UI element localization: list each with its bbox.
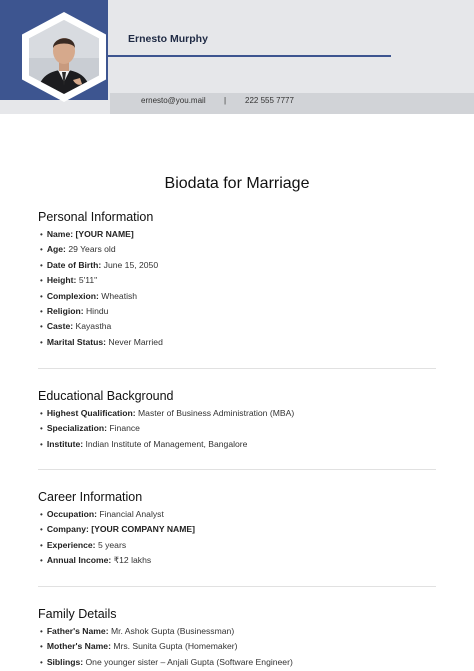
bullet-icon: • <box>40 510 43 519</box>
field-label: Experience: <box>46 539 96 550</box>
bullet-icon: • <box>40 525 43 535</box>
personal-list <box>38 227 438 350</box>
field-label: Siblings: <box>46 656 84 667</box>
field-value: Mr. Ashok Gupta (Businessman) <box>110 626 235 636</box>
bullet-icon: • <box>40 276 43 286</box>
list-item <box>40 437 438 452</box>
field-label: Specialization: <box>46 423 107 434</box>
section-heading: Career Information <box>38 490 143 504</box>
list-item <box>40 319 438 334</box>
field-label: Father's Name: <box>46 626 109 636</box>
section-heading: Family Details <box>38 607 117 621</box>
family-list <box>38 624 438 670</box>
career-list <box>38 507 438 569</box>
field-value: Hindu <box>85 306 109 317</box>
field-value: Never Married <box>108 336 163 347</box>
bullet-icon: • <box>40 642 43 652</box>
field-label: Mother's Name: <box>46 641 111 652</box>
list-item <box>40 507 438 522</box>
bullet-icon: • <box>40 424 43 434</box>
list-item <box>40 258 438 273</box>
email-text: ernesto@you.mail <box>141 96 206 105</box>
bullet-icon: • <box>40 657 43 667</box>
field-value: ₹12 lakhs <box>113 555 152 566</box>
bullet-icon: • <box>40 337 43 347</box>
field-label: Caste: <box>46 321 74 332</box>
list-item <box>40 335 438 350</box>
list-item <box>40 273 438 288</box>
field-value: Finance <box>109 423 140 434</box>
list-item <box>40 522 438 537</box>
field-label: Height: <box>46 275 77 286</box>
list-item <box>40 624 438 639</box>
field-label: Name: <box>46 229 74 239</box>
bullet-icon: • <box>40 439 43 449</box>
field-value: Master of Business Administration (MBA) <box>138 408 295 418</box>
field-label: Age: <box>46 244 66 255</box>
field-value: One younger sister – Anjali Gupta (Software Engineer) <box>85 656 293 667</box>
list-item <box>40 227 438 242</box>
list-item <box>40 289 438 304</box>
list-item <box>40 538 438 553</box>
bullet-icon: • <box>40 627 43 636</box>
section-family <box>38 607 438 670</box>
field-label: Company: <box>46 524 89 535</box>
field-value: 5'11" <box>78 275 98 286</box>
list-item <box>40 421 438 436</box>
name-underline <box>108 55 391 57</box>
field-value: [YOUR NAME] <box>75 229 134 239</box>
profile-header <box>0 0 474 114</box>
field-label: Date of Birth: <box>46 259 102 270</box>
phone-text: 222 555 7777 <box>245 96 294 105</box>
bullet-icon: • <box>40 540 43 550</box>
list-item <box>40 655 438 670</box>
section-divider <box>38 368 436 369</box>
section-divider <box>38 469 436 470</box>
list-item <box>40 304 438 319</box>
field-value: Financial Analyst <box>99 509 164 519</box>
field-label: Marital Status: <box>46 336 107 347</box>
field-value: Kayastha <box>75 321 112 332</box>
field-label: Highest Qualification: <box>46 408 136 418</box>
section-divider <box>38 586 436 587</box>
bullet-icon: • <box>40 556 43 566</box>
education-list <box>38 406 438 452</box>
bullet-icon: • <box>40 260 43 270</box>
section-personal <box>38 210 438 350</box>
field-value: 29 Years old <box>68 244 116 255</box>
bullet-icon: • <box>40 307 43 317</box>
bullet-icon: • <box>40 322 43 332</box>
field-value: [YOUR COMPANY NAME] <box>91 524 195 535</box>
field-label: Annual Income: <box>46 555 112 566</box>
contact-separator: | <box>224 96 227 105</box>
list-item <box>40 406 438 421</box>
field-value: Mrs. Sunita Gupta (Homemaker) <box>113 641 238 652</box>
field-value: Indian Institute of Management, Bangalore <box>85 438 248 449</box>
list-item <box>40 242 438 257</box>
bullet-icon: • <box>40 245 43 255</box>
field-value: June 15, 2050 <box>103 259 159 270</box>
field-label: Occupation: <box>46 509 97 519</box>
list-item <box>40 553 438 568</box>
field-label: Religion: <box>46 306 84 317</box>
section-education <box>38 389 438 452</box>
bullet-icon: • <box>40 291 43 301</box>
section-heading: Educational Background <box>38 389 174 403</box>
field-label: Complexion: <box>46 290 99 301</box>
field-value: Wheatish <box>101 290 138 301</box>
section-career <box>38 490 438 569</box>
bullet-icon: • <box>40 230 43 239</box>
bullet-icon: • <box>40 409 43 418</box>
section-heading: Personal Information <box>38 210 154 224</box>
field-value: 5 years <box>97 539 127 550</box>
list-item <box>40 639 438 654</box>
field-label: Institute: <box>46 438 84 449</box>
applicant-name: Ernesto Murphy <box>128 33 208 45</box>
page-title: Biodata for Marriage <box>164 175 310 192</box>
